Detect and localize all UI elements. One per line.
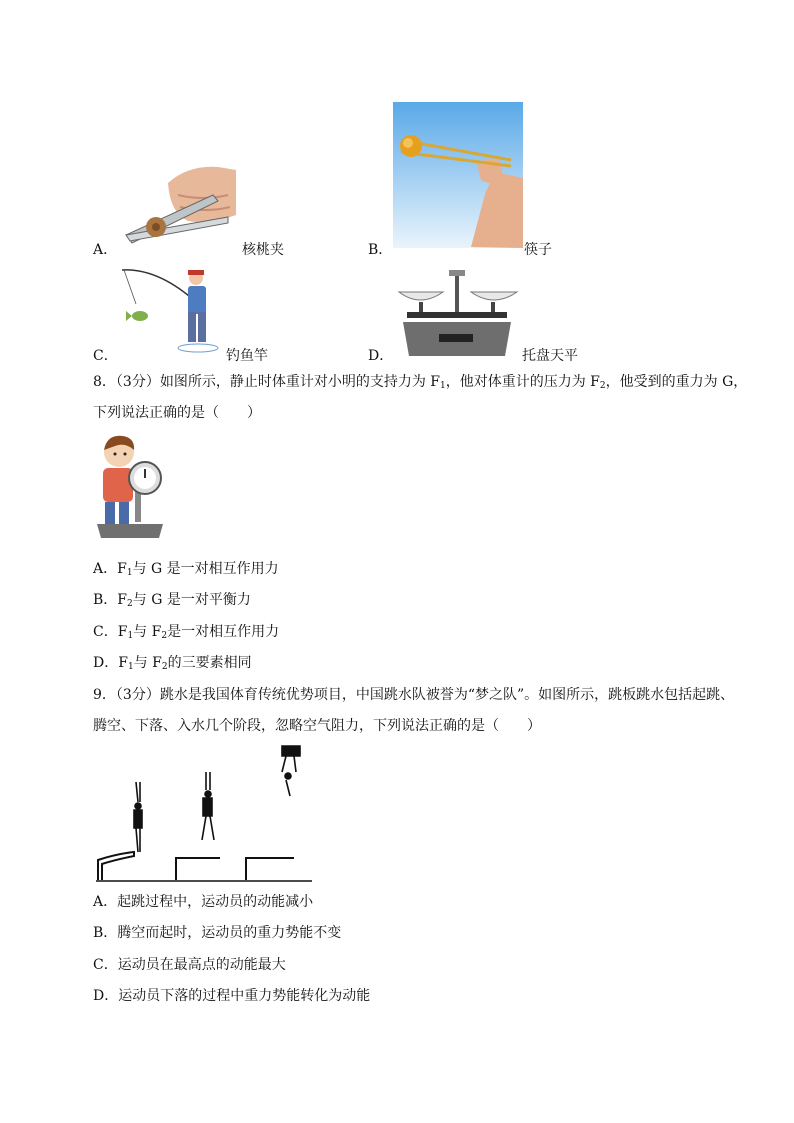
q7-option-d-label: 托盘天平 [522,348,578,364]
q7-option-c-letter: C． [93,348,118,364]
boy-on-scale-image [95,432,167,542]
q8-option-d: D．$F_1$与 $F_2$的三要素相同 [93,655,252,672]
q9-stem-line1: 9．（3分）跳水是我国体育传统优势项目，中国跳水队被誉为“梦之队”。如图所示，跳板跳水包括起跳、 [93,687,735,703]
nutcracker-image [118,155,238,250]
q9-option-c: C．运动员在最高点的动能最大 [93,957,286,973]
q8-option-b: B．$F_2$与 G 是一对平衡力 [93,592,251,609]
balance-scale-image [393,268,521,360]
q7-option-b-letter: B． [368,242,393,258]
q9-option-a: A．起跳过程中，运动员的动能减小 [93,894,314,910]
q7-option-a-label: 核桃夹 [242,242,284,258]
chopsticks-image [393,102,523,248]
q8-option-a: A．$F_1$与 G 是一对相互作用力 [93,561,279,578]
q7-option-a-letter: A． [93,242,118,258]
q7-option-b-label: 筷子 [524,242,552,258]
q9-option-d: D．运动员下落的过程中重力势能转化为动能 [93,988,371,1004]
q7-option-d-letter: D． [368,348,394,364]
fishing-rod-image [118,264,223,356]
q8-option-c: C．$F_1$与 $F_2$是一对相互作用力 [93,624,280,641]
q8-stem-line2: 下列说法正确的是（ ） [93,405,261,421]
diving-stages-image [96,742,312,884]
q9-option-b: B．腾空而起时，运动员的重力势能不变 [93,925,342,941]
q7-option-c-label: 钓鱼竿 [226,348,268,364]
q8-stem-line1: 8．（3分）如图所示，静止时体重计对小明的支持力为 $F_1$，他对体重计的压力为 $F_2$，他受到的重力为 G， [93,374,748,391]
q9-stem-line2: 腾空、下落、入水几个阶段，忽略空气阻力，下列说法正确的是（ ） [93,718,541,734]
